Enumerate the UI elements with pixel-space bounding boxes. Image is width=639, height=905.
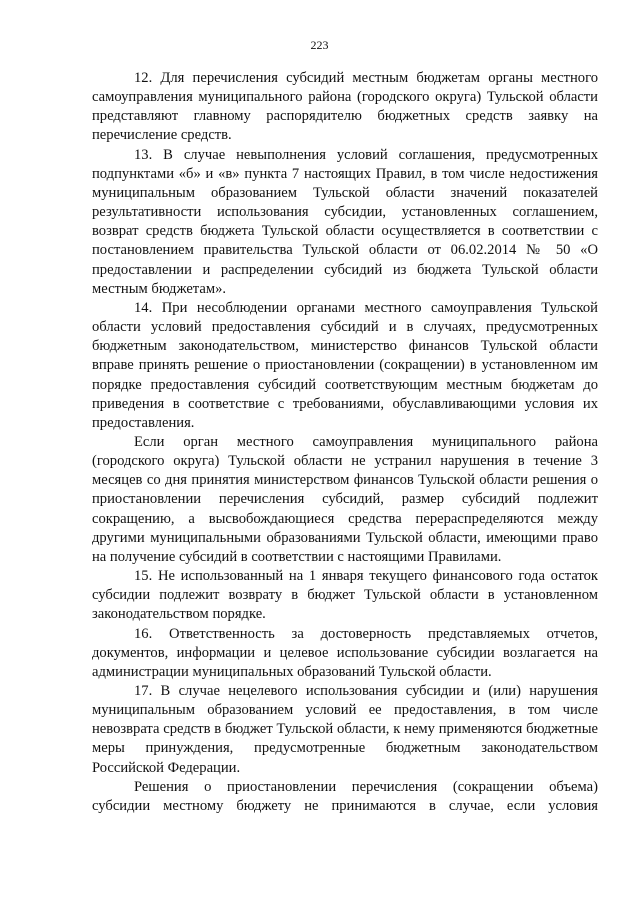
page-number: 223 xyxy=(310,38,329,52)
document-body xyxy=(92,69,598,816)
paragraph-14-continuation: Если орган местного самоуправления муниципального района (городского округа) Тульской области не устранил нарушения в течение 3 месяцев со дня принятия министерством финансов Тульской области решения о приостановлении перечисления субсидий, размер субсидий подлежит сокращению, а высвобождающиеся средства перераспределяются между другими муниципальными образованиями Тульской области, имеющими право на получение субсидий в соответствии с настоящими Правилами. xyxy=(92,433,598,565)
paragraph-16: 16. Ответственность за достоверность представляемых отчетов, документов, информации и целевое использование субсидии возлагается на администрации муниципальных образований Тульской области. xyxy=(92,625,598,680)
paragraph-17: 17. В случае нецелевого использования субсидии и (или) нарушения муниципальным образованием условий ее предоставления, в том числе невозврата средств в бюджет Тульской области, к нему применяются бюджетные меры принуждения, предусмотренные бюджетным законодательством Российской Федерации. xyxy=(92,683,598,776)
paragraph-15: 15. Не использованный на 1 января текущего финансового года остаток субсидии подлежит возврату в бюджет Тульской области в установленном законодательством порядке. xyxy=(92,568,598,623)
paragraph-13: 13. В случае невыполнения условий соглашения, предусмотренных подпунктами «б» и «в» пункта 7 настоящих Правил, в том числе недостижения муниципальным образованием Тульской области значений показателей результативности использования субсидии, установленных соглашением, возврат средств бюджета Тульской области осуществляется в соответствии с постановлением правительства Тульской области от 06.02.2014 № 50 «О предоставлении и распределении субсидий из бюджета Тульской области местным бюджетам». xyxy=(92,146,598,297)
paragraph-14: 14. При несоблюдении органами местного самоуправления Тульской области условий предоставления субсидий и в случаях, предусмотренных бюджетным законодательством, министерство финансов Тульской области вправе принять решение о приостановлении (сокращении) в установленном им порядке предоставления субсидий соответствующим местным бюджетам до приведения в соответствие с требованиями, обуславливающими условия их предоставления. xyxy=(92,299,598,431)
paragraph-12: 12. Для перечисления субсидий местным бюджетам органы местного самоуправления муниципального района (городского округа) Тульской области представляют главному распорядителю бюджетных средств заявку на перечисление средств. xyxy=(92,70,598,144)
paragraph-17-continuation: Решения о приостановлении перечисления (сокращении объема) субсидии местному бюджету не принимаются в случае, если условия xyxy=(92,778,598,814)
